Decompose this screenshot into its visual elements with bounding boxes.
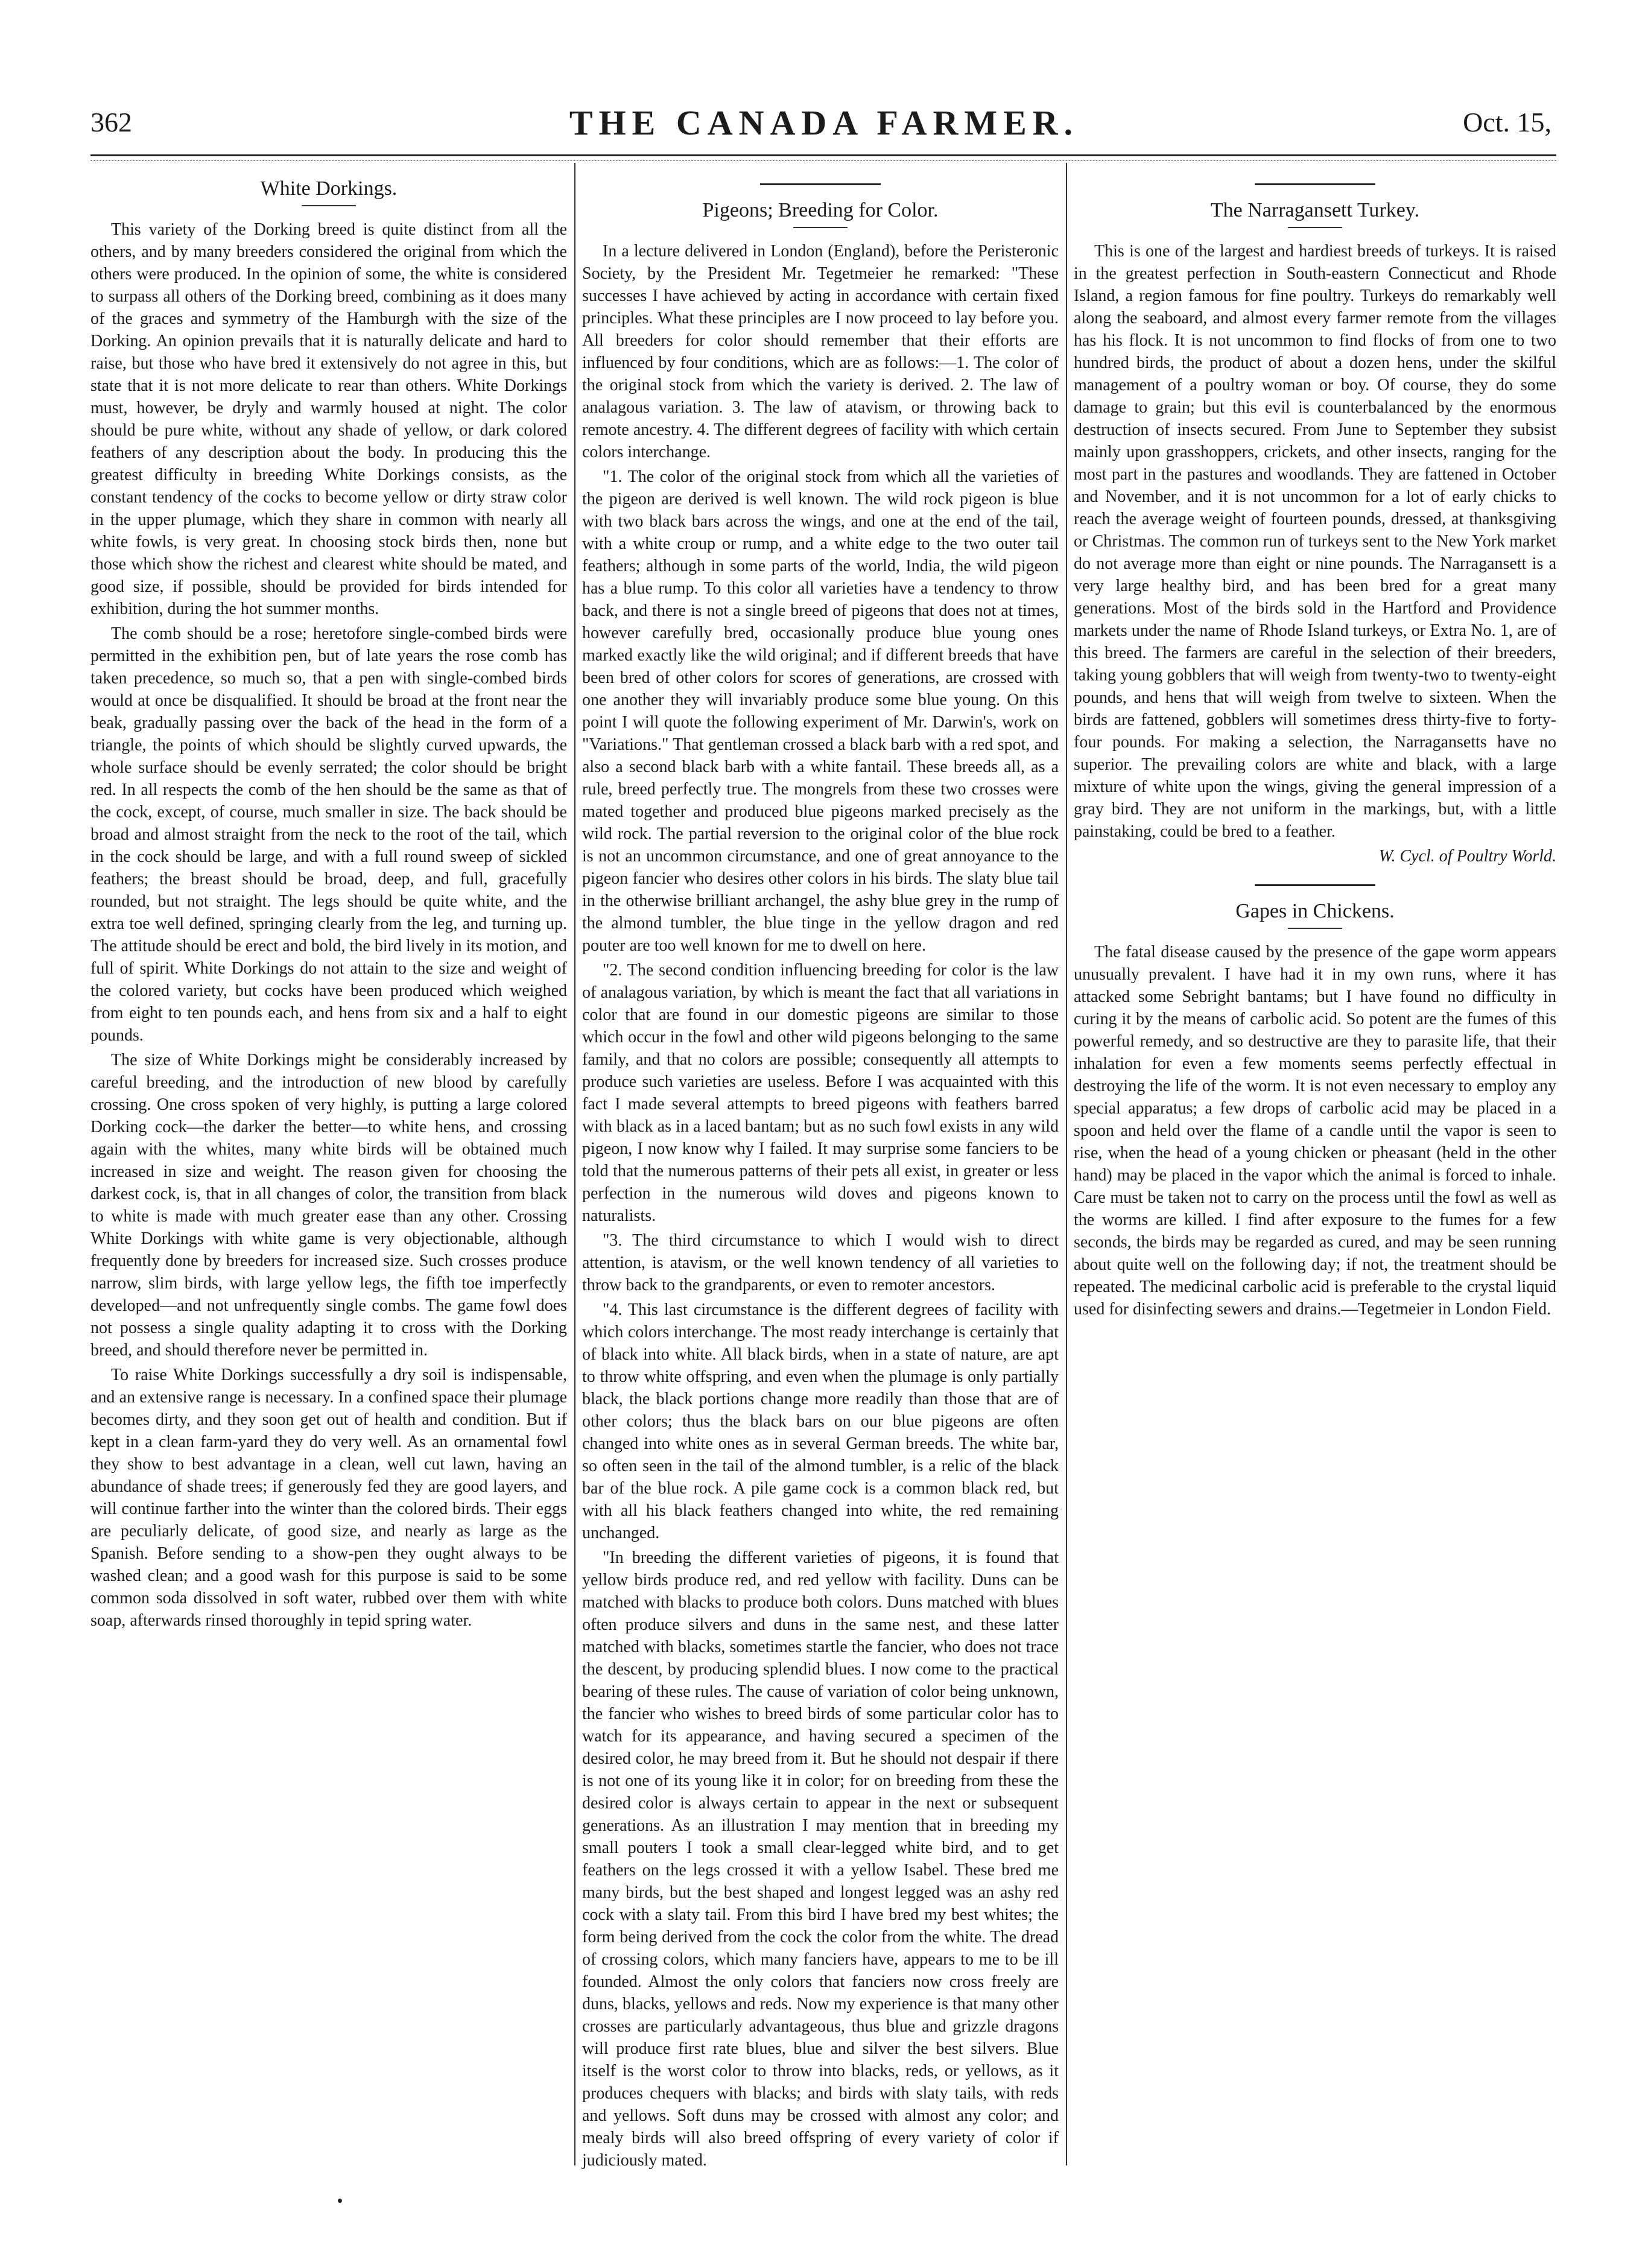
column-2 (582, 166, 1059, 2170)
title-rule (1288, 928, 1342, 929)
article-title: The Narragansett Turkey. (1210, 199, 1420, 221)
article-paragraph: In a lecture delivered in London (England), before the Peristeronic Society, by the President Mr. Tegetmeier he remarked: "These successes I have achieved by acting in accordance with certain fixed principles. What these principles are I now proceed to lay before you. All breeders for color should remember that their efforts are influenced by four conditions, which are as follows:—1. The color of the original stock from which the variety is derived. 2. The law of analagous variation. 3. The law of atavism, or throwing back to remote ancestry. 4. The different degrees of facility with which certain colors interchange. (582, 242, 1059, 461)
masthead: THE CANADA FARMER. (569, 103, 1079, 142)
article-title: White Dorkings. (260, 177, 398, 200)
article-paragraph: "In breeding the different varieties of pigeons, it is found that yellow birds produce red, and red yellow with facility. Duns can be matched with blacks to produce both colors. Duns matched with blues often produce silvers and duns in the same nest, and these latter matched with blacks, sometimes startle the fancier, who does not trace the descent, by producing splendid blues. I now come to the practical bearing of these rules. The cause of variation of color being unknown, the fancier who wishes to breed birds of some particular color has to watch for its appearance, and having secured a specimen of the desired color, he may breed from it. But he should not despair if there is not one of its young like it in color; for on breeding from these the desired color is always certain to appear in the next or subsequent generations. As an illustration I may mention that in breeding my small pouters I took a small clear-legged white bird, and to get feathers on the legs crossed it with a yellow Isabel. These bred me many birds, but the best shaped and longest legged was an ashy red cock with a slaty tail. From this bird I have bred my best whites; the form being derived from the cock the color from the white. The dread of crossing colors, which many fanciers have, appears to me to be ill founded. Almost the only colors that fanciers now cross freely are duns, blacks, yellows and reds. Now my experience is that many other crosses are particularly advantageous, thus blue and grizzle dragons will produce first rate blues, blue and silver the best silvers. Blue itself is the worst color to throw into blacks, reds, or yellows, as it produces chequers with blacks; and birds with slaty tails, with reds and yellows. Soft duns may be crossed with almost any color; and mealy birds will also breed offspring of every variety of color if judiciously mated. (582, 1548, 1059, 2170)
column-divider (574, 163, 575, 2165)
column-1 (90, 166, 567, 2157)
article-attribution: W. Cycl. of Poultry World. (1378, 847, 1556, 866)
article-title: Gapes in Chickens. (1235, 900, 1395, 922)
article-paragraph: "4. This last circumstance is the different degrees of facility with which colors interchange. The most ready interchange is certainly that of black into white. All black birds, when in a state of nature, are apt to throw white offspring, and even when the plumage is only partially black, the black portions change more readily than those that are of other colors; thus the black bars on our blue pigeons are often changed into white ones as in several German breeds. The white bar, so often seen in the tail of the almond tumbler, is a relic of the black bar of the blue rock. A pile game cock is a common black red, but with all his black feathers changed into white, the red remaining unchanged. (582, 1300, 1059, 1542)
column-3 (1074, 166, 1556, 2157)
article-paragraph: "2. The second condition influencing breeding for color is the law of analagous variation, by which is meant the fact that all variations in color that are found in our domestic pigeons are similar to those which occur in the fowl and other wild pigeons belonging to the same family, and that no colors are possible; consequently all attempts to produce such varieties are useless. Before I was acquainted with this fact I made several attempts to breed pigeons with feathers barred with black as in a laced bantam; but as no such fowl exists in any wild pigeon, I now know why I failed. It may surprise some fanciers to be told that the numerous patterns of their pets all exist, in greater or less perfection in the numerous wild doves and pigeons known to naturalists. (582, 961, 1059, 1225)
title-rule (302, 205, 356, 206)
article-title: Pigeons; Breeding for Color. (702, 199, 939, 221)
article-paragraph: "1. The color of the original stock from which all the varieties of the pigeon are derived is well known. The wild rock pigeon is blue with two black bars across the wings, and one at the end of the tail, with a white croup or rump, and a white edge to the two outer tail feathers; although in some parts of the world, India, the wild pigeon has a blue rump. To this color all varieties have a tendency to throw back, and there is not a single breed of pigeons that does not at times, however carefully bred, occasionally produce blue young ones marked exactly like the wild original; and if different breeds that have been bred of other colors for scores of generations, are crossed with one another they will invariably produce some blue young. On this point I will quote the following experiment of Mr. Darwin's, work on "Variations." That gentleman crossed a black barb with a red spot, and also a second black barb with a white fantail. These breeds all, as a rule, breed perfectly true. The mongrels from these two crosses were mated together and produced blue pigeons marked precisely as the wild rock. The partial reversion to the original color of the blue rock is not an uncommon circumstance, and one of great annoyance to the pigeon fancier who desires other colors in his birds. The slaty blue tail in the otherwise brilliant archangel, the ashy blue grey in the rump of the almond tumbler, the blue tinge in the yellow dragon and red pouter are too well known for me to dwell on here. (582, 467, 1059, 955)
footer-dot (338, 2199, 342, 2203)
header-rule (90, 154, 1556, 156)
page-number: 362 (90, 107, 132, 138)
section-ornament (582, 177, 1059, 188)
article-paragraph: The size of White Dorkings might be considerably increased by careful breeding, and the introduction of new blood by carefully crossing. One cross spoken of very highly, is putting a large colored Dorking cock—the darker the better—to white hens, and crossing again with the whites, many white birds will be obtained much increased in size and weight. The reason given for choosing the darkest cock, is, that in all changes of color, the transition from black to white is made with much greater ease than any other. Crossing White Dorkings with white game is very objectionable, although frequently done by breeders for increased size. Such crosses produce narrow, slim birds, with large yellow legs, the fifth toe imperfectly developed—and not unfrequently single combs. The game fowl does not possess a single quality adapting it to cross with the Dorking breed, and should therefore never be permitted in. (90, 1051, 567, 1360)
header-rule-dashed (90, 160, 1556, 161)
article-paragraph: "3. The third circumstance to which I would wish to direct attention, is atavism, or the well known tendency of all varieties to throw back to the grandparents, or even to remoter ancestors. (582, 1231, 1059, 1294)
title-rule (793, 227, 848, 228)
title-rule (1288, 227, 1342, 228)
article-paragraph: To raise White Dorkings successfully a dry soil is indispensable, and an extensive range is necessary. In a confined space their plumage becomes dirty, and they soon get out of health and condition. But if kept in a clean farm-yard they do very well. As an ornamental fowl they show to best advantage in a clean, well cut lawn, having an abundance of shade trees; if generously fed they are good layers, and will continue farther into the winter than the colored birds. Their eggs are peculiarly delicate, of good size, and nearly as large as the Spanish. Before sending to a show-pen they ought always to be washed clean; and a good wash for this purpose is said to be some common soda dissolved in soft water, rubbed over them with white soap, afterwards rinsed thoroughly in tepid spring water. (90, 1366, 567, 1630)
section-ornament (1074, 177, 1556, 188)
section-ornament (1074, 878, 1556, 889)
article-paragraph: This variety of the Dorking breed is quite distinct from all the others, and by many breeders considered the original from which the others were produced. In the opinion of some, the white is considered to surpass all others of the Dorking breed, combining as it does many of the graces and symmetry of the Hamburgh with the size of the Dorking. An opinion prevails that it is naturally delicate and hard to raise, but those who have bred it extensively do not agree in this, but state that it is not more delicate to rear than others. White Dorkings must, however, be dryly and warmly housed at night. The color should be pure white, without any shade of yellow, or dark colored feathers of any description about the body. In producing this the greatest difficulty in breeding White Dorkings consists, as the constant tendency of the cocks to become yellow or dirty straw color in the upper plumage, which they share in common with nearly all white fowls, is very great. In choosing stock birds then, none but those which show the richest and clearest white should be mated, and good size, if possible, should be provided for birds intended for exhibition, during the hot summer months. (90, 220, 567, 618)
column-divider (1066, 163, 1067, 2165)
article-paragraph: The fatal disease caused by the presence of the gape worm appears unusually prevalent. I have had it in my own runs, where it has attacked some Sebright bantams; but I have found no difficulty in curing it by the means of carbolic acid. So potent are the fumes of this powerful remedy, and so destructive are they to parasite life, that their inhalation for even a few moments seems perfectly effectual in destroying the life of the worm. It is not even necessary to employ any special apparatus; a few drops of carbolic acid may be placed in a spoon and held over the flame of a candle until the vapor is seen to rise, when the head of a young chicken or pheasant (held in the other hand) may be placed in the vapor which the animal is forced to inhale. Care must be taken not to carry on the process until the fowl as well as the worms are killed. I find after exposure to the fumes for a few seconds, the birds may be regarded as cured, and may be seen running about quite well on the following day; if not, the treatment should be repeated. The medicinal carbolic acid is preferable to the crystal liquid used for disinfecting sewers and drains.—Tegetmeier in London Field. (1074, 943, 1556, 1319)
issue-date: Oct. 15, (1463, 107, 1551, 138)
article-paragraph: This is one of the largest and hardiest breeds of turkeys. It is raised in the greatest perfection in South-eastern Connecticut and Rhode Island, a region famous for fine poultry. Turkeys do remarkably well along the seaboard, and almost every farmer remote from the villages has his flock. It is not uncommon to find flocks of from one to two hundred birds, the product of about a dozen hens, under the skilful management of a poultry woman or boy. Of course, they do some damage to grain; but this evil is counterbalanced by the enormous destruction of insects secured. From June to September they subsist mainly upon grasshoppers, crickets, and other insects, ranging for the most part in the pastures and woodlands. They are fattened in October and November, and it is not uncommon for a lot of early chicks to reach the average weight of fourteen pounds, dressed, at thanksgiving or Christmas. The common run of turkeys sent to the New York market do not average more than eight or nine pounds. The Narragansett is a very large healthy bird, and has been bred for a great many generations. Most of the birds sold in the Hartford and Providence markets under the name of Rhode Island turkeys, or Extra No. 1, are of this breed. The farmers are careful in the selection of their breeders, taking young gobblers that will weigh from twenty-two to twenty-eight pounds, and hens that will weigh from twelve to sixteen. When the birds are fattened, gobblers will sometimes dress thirty-five to forty-four pounds. For making a selection, the Narragansetts have no superior. The prevailing colors are white and black, with a large mixture of white upon the wings, giving the general impression of a gray bird. They are not uniform in the markings, but, with a little painstaking, could be bred to a feather. (1074, 242, 1556, 841)
article-paragraph: The comb should be a rose; heretofore single-combed birds were permitted in the exhibition pen, but of late years the rose comb has taken precedence, so much so, that a pen with single-combed birds would at once be disqualified. It should be broad at the front near the beak, gradually passing over the back of the head in the form of a triangle, the points of which should be slightly curved upwards, the whole surface should be evenly serrated; the color should be bright red. In all respects the comb of the hen should be the same as that of the cock, except, of course, much smaller in size. The back should be broad and almost straight from the neck to the root of the tail, which in the cock should be large, and with a full round sweep of sickled feathers; the breast should be broad, deep, and full, gracefully rounded, but not straight. The legs should be quite white, and the extra toe well defined, springing clearly from the leg, and turning up. The attitude should be erect and bold, the bird lively in its motion, and full of spirit. White Dorkings do not attain to the size and weight of the colored variety, but cocks have been produced which weighed from eight to ten pounds each, and hens from six and a half to eight pounds. (90, 624, 567, 1045)
